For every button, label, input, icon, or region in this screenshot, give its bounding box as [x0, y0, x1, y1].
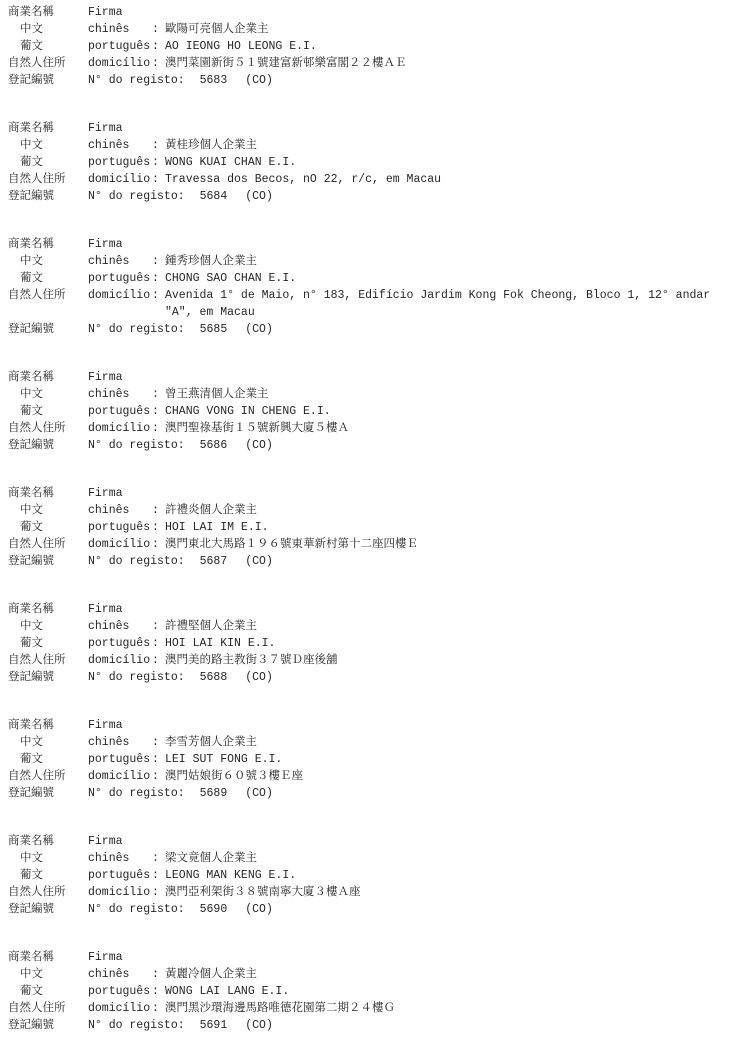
colon-separator: :: [152, 139, 159, 152]
registry-suffix-value: (CO): [245, 323, 273, 336]
firm-header-row: [8, 601, 732, 618]
domicile-row: [8, 1000, 732, 1017]
portuguese-label-pt: português: [88, 40, 151, 53]
registry-entries-list: [8, 4, 732, 1034]
chinese-name-value: 梁文竟個人企業主: [165, 852, 257, 865]
firm-header-row: [8, 949, 732, 966]
domicile-line: "A", em Macau: [165, 306, 255, 319]
registry-number-row: [8, 188, 732, 205]
firm-label-zh: 商業名稱: [8, 238, 54, 251]
domicile-label-zh: 自然人住所: [8, 57, 66, 70]
portuguese-name-value: CHANG VONG IN CHENG E.I.: [165, 405, 331, 418]
chinese-name-value: 黃麗冷個人企業主: [165, 968, 257, 981]
colon-separator: :: [152, 23, 159, 36]
colon-separator: :: [152, 620, 159, 633]
domicile-line: 澳門聖祿基街１５號新興大廈５樓Ａ: [165, 422, 349, 435]
portuguese-label-pt: português: [88, 156, 151, 169]
firm-label-pt: Firma: [88, 371, 123, 384]
colon-separator: :: [152, 255, 159, 268]
firm-header-row: [8, 236, 732, 253]
registry-label-zh: 登記編號: [8, 323, 54, 336]
portuguese-label-pt: português: [88, 521, 151, 534]
portuguese-name-value: CHONG SAO CHAN E.I.: [165, 272, 297, 285]
registry-label-pt: N° do registo:: [88, 671, 185, 684]
firm-header-row: [8, 4, 732, 21]
domicile-line: 澳門亞利架街３８號南寧大廈３樓Ａ座: [165, 886, 361, 899]
firm-label-pt: Firma: [88, 603, 123, 616]
registry-number-row: [8, 669, 732, 686]
colon-separator: :: [152, 852, 159, 865]
chinese-name-row: [8, 21, 732, 38]
chinese-label-pt: chinês: [88, 23, 130, 36]
portuguese-name-row: [8, 983, 732, 1000]
colon-separator: :: [152, 521, 159, 534]
portuguese-label-pt: português: [88, 985, 151, 998]
registry-number-row: [8, 785, 732, 802]
domicile-label-pt: domicílio: [88, 289, 151, 302]
portuguese-label-zh: 葡文: [20, 521, 43, 534]
domicile-label-zh: 自然人住所: [8, 173, 66, 186]
registry-number-row: [8, 321, 732, 338]
chinese-label-zh: 中文: [20, 23, 43, 36]
colon-separator: :: [152, 57, 159, 70]
chinese-label-pt: chinês: [88, 139, 130, 152]
chinese-name-value: 許禮炎個人企業主: [165, 504, 257, 517]
firm-header-row: [8, 485, 732, 502]
colon-separator: :: [152, 422, 159, 435]
firm-label-pt: Firma: [88, 951, 123, 964]
colon-separator: :: [152, 504, 159, 517]
chinese-label-pt: chinês: [88, 852, 130, 865]
chinese-name-value: 許禮堅個人企業主: [165, 620, 257, 633]
registry-entry: [8, 833, 732, 918]
registry-number-row: [8, 437, 732, 454]
domicile-label-zh: 自然人住所: [8, 654, 66, 667]
chinese-name-row: [8, 137, 732, 154]
firm-header-row: [8, 369, 732, 386]
registry-entry: [8, 485, 732, 570]
registry-label-zh: 登記編號: [8, 787, 54, 800]
registry-number-value: 5691: [199, 1019, 228, 1032]
domicile-label-pt: domicílio: [88, 538, 151, 551]
registry-label-pt: N° do registo:: [88, 190, 185, 203]
domicile-line: 澳門黑沙環海邊馬路唯德花園第二期２４樓Ｇ: [165, 1002, 395, 1015]
domicile-line: 澳門美的路主教街３７號Ｄ座後舖: [165, 654, 338, 667]
chinese-label-zh: 中文: [20, 255, 43, 268]
chinese-name-value: 歐陽可亮個人企業主: [165, 23, 269, 36]
registry-number-value: 5684: [199, 190, 228, 203]
registry-suffix-value: (CO): [245, 555, 273, 568]
chinese-label-zh: 中文: [20, 504, 43, 517]
registry-label-pt: N° do registo:: [88, 787, 185, 800]
chinese-label-pt: chinês: [88, 736, 130, 749]
firm-label-pt: Firma: [88, 719, 123, 732]
firm-header-row: [8, 717, 732, 734]
portuguese-name-value: WONG KUAI CHAN E.I.: [165, 156, 297, 169]
portuguese-label-zh: 葡文: [20, 753, 43, 766]
registry-number-row: [8, 72, 732, 89]
portuguese-label-zh: 葡文: [20, 637, 43, 650]
colon-separator: :: [152, 173, 159, 186]
colon-separator: :: [152, 405, 159, 418]
registry-label-zh: 登記編號: [8, 903, 54, 916]
domicile-row: [8, 420, 732, 437]
firm-label-zh: 商業名稱: [8, 122, 54, 135]
colon-separator: :: [152, 736, 159, 749]
portuguese-name-value: HOI LAI IM E.I.: [165, 521, 269, 534]
domicile-row: [8, 884, 732, 901]
portuguese-name-value: LEI SUT FONG E.I.: [165, 753, 283, 766]
firm-label-pt: Firma: [88, 238, 123, 251]
colon-separator: :: [152, 753, 159, 766]
chinese-label-pt: chinês: [88, 255, 130, 268]
colon-separator: :: [152, 289, 159, 302]
chinese-name-row: [8, 618, 732, 635]
portuguese-name-row: [8, 403, 732, 420]
domicile-row: [8, 536, 732, 553]
registry-entry: [8, 949, 732, 1034]
domicile-label-zh: 自然人住所: [8, 538, 66, 551]
colon-separator: :: [152, 637, 159, 650]
registry-label-pt: N° do registo:: [88, 1019, 185, 1032]
registry-suffix-value: (CO): [245, 439, 273, 452]
registry-label-zh: 登記編號: [8, 439, 54, 452]
registry-number-row: [8, 901, 732, 918]
registry-entry: [8, 717, 732, 802]
domicile-label-zh: 自然人住所: [8, 422, 66, 435]
registry-suffix-value: (CO): [245, 671, 273, 684]
firm-header-row: [8, 120, 732, 137]
colon-separator: :: [152, 388, 159, 401]
registry-number-value: 5687: [199, 555, 228, 568]
registry-label-pt: N° do registo:: [88, 439, 185, 452]
domicile-label-pt: domicílio: [88, 654, 151, 667]
domicile-line: 澳門東北大馬路１９６號東華新村第十二座四樓Ｅ: [165, 538, 418, 551]
firm-label-pt: Firma: [88, 487, 123, 500]
portuguese-name-row: [8, 519, 732, 536]
colon-separator: :: [152, 886, 159, 899]
domicile-label-pt: domicílio: [88, 422, 151, 435]
registry-number-value: 5688: [199, 671, 228, 684]
firm-label-pt: Firma: [88, 122, 123, 135]
portuguese-name-value: WONG LAI LANG E.I.: [165, 985, 290, 998]
registry-label-pt: N° do registo:: [88, 74, 185, 87]
domicile-value: [165, 652, 732, 669]
colon-separator: :: [152, 40, 159, 53]
chinese-label-pt: chinês: [88, 968, 130, 981]
colon-separator: :: [152, 985, 159, 998]
domicile-label-pt: domicílio: [88, 173, 151, 186]
domicile-label-zh: 自然人住所: [8, 289, 66, 302]
registry-label-pt: N° do registo:: [88, 323, 185, 336]
chinese-label-zh: 中文: [20, 968, 43, 981]
portuguese-name-row: [8, 154, 732, 171]
portuguese-label-pt: português: [88, 272, 151, 285]
registry-number-value: 5689: [199, 787, 228, 800]
domicile-label-pt: domicílio: [88, 1002, 151, 1015]
registry-number-value: 5683: [199, 74, 228, 87]
registry-number-value: 5685: [199, 323, 228, 336]
domicile-line: 澳門姑娘街６０號３樓Ｅ座: [165, 770, 303, 783]
firm-label-zh: 商業名稱: [8, 371, 54, 384]
chinese-name-row: [8, 502, 732, 519]
registry-number-value: 5686: [199, 439, 228, 452]
portuguese-name-value: HOI LAI KIN E.I.: [165, 637, 276, 650]
colon-separator: :: [152, 770, 159, 783]
firm-label-zh: 商業名稱: [8, 835, 54, 848]
portuguese-label-zh: 葡文: [20, 40, 43, 53]
portuguese-name-value: LEONG MAN KENG E.I.: [165, 869, 297, 882]
domicile-row: [8, 287, 732, 321]
portuguese-name-row: [8, 751, 732, 768]
registry-suffix-value: (CO): [245, 1019, 273, 1032]
portuguese-name-row: [8, 270, 732, 287]
portuguese-label-zh: 葡文: [20, 405, 43, 418]
registry-number-row: [8, 553, 732, 570]
portuguese-label-pt: português: [88, 405, 151, 418]
portuguese-label-zh: 葡文: [20, 272, 43, 285]
colon-separator: :: [152, 272, 159, 285]
domicile-value: [165, 768, 732, 785]
registry-suffix-value: (CO): [245, 787, 273, 800]
portuguese-label-pt: português: [88, 753, 151, 766]
registry-number-value: 5690: [199, 903, 228, 916]
registry-label-pt: N° do registo:: [88, 903, 185, 916]
chinese-name-value: 李雪芳個人企業主: [165, 736, 257, 749]
registry-entry: [8, 601, 732, 686]
colon-separator: :: [152, 968, 159, 981]
portuguese-name-row: [8, 867, 732, 884]
chinese-name-value: 曾王燕清個人企業主: [165, 388, 269, 401]
registry-label-zh: 登記編號: [8, 671, 54, 684]
portuguese-label-pt: português: [88, 637, 151, 650]
portuguese-name-value: AO IEONG HO LEONG E.I.: [165, 40, 317, 53]
domicile-line: Avenida 1° de Maio, n° 183, Edifício Jardim Kong Fok Cheong, Bloco 1, 12° andar: [165, 289, 711, 302]
domicile-value: [165, 171, 732, 188]
portuguese-name-row: [8, 635, 732, 652]
chinese-label-zh: 中文: [20, 139, 43, 152]
chinese-label-pt: chinês: [88, 620, 130, 633]
registry-suffix-value: (CO): [245, 903, 273, 916]
portuguese-label-zh: 葡文: [20, 869, 43, 882]
registry-label-zh: 登記編號: [8, 190, 54, 203]
chinese-label-zh: 中文: [20, 388, 43, 401]
chinese-label-pt: chinês: [88, 388, 130, 401]
registry-label-pt: N° do registo:: [88, 555, 185, 568]
chinese-name-row: [8, 253, 732, 270]
domicile-value: [165, 420, 732, 437]
domicile-row: [8, 171, 732, 188]
registry-entry: [8, 4, 732, 89]
portuguese-label-zh: 葡文: [20, 985, 43, 998]
colon-separator: :: [152, 156, 159, 169]
colon-separator: :: [152, 1002, 159, 1015]
portuguese-label-zh: 葡文: [20, 156, 43, 169]
chinese-name-row: [8, 850, 732, 867]
firm-label-pt: Firma: [88, 6, 123, 19]
domicile-value: [165, 287, 732, 321]
chinese-name-value: 黃桂珍個人企業主: [165, 139, 257, 152]
domicile-label-zh: 自然人住所: [8, 1002, 66, 1015]
colon-separator: :: [152, 654, 159, 667]
domicile-row: [8, 768, 732, 785]
domicile-row: [8, 55, 732, 72]
registry-label-zh: 登記編號: [8, 555, 54, 568]
chinese-name-row: [8, 734, 732, 751]
chinese-label-zh: 中文: [20, 620, 43, 633]
firm-header-row: [8, 833, 732, 850]
registry-entry: [8, 369, 732, 454]
domicile-value: [165, 55, 732, 72]
domicile-label-zh: 自然人住所: [8, 886, 66, 899]
chinese-label-zh: 中文: [20, 852, 43, 865]
domicile-line: Travessa dos Becos, nO 22, r/c, em Macau: [165, 173, 442, 186]
registry-entry: [8, 236, 732, 338]
portuguese-name-row: [8, 38, 732, 55]
chinese-name-value: 鍾秀珍個人企業主: [165, 255, 257, 268]
domicile-label-pt: domicílio: [88, 770, 151, 783]
registry-label-zh: 登記編號: [8, 74, 54, 87]
registry-entry: [8, 120, 732, 205]
registry-label-zh: 登記編號: [8, 1019, 54, 1032]
registry-suffix-value: (CO): [245, 74, 273, 87]
firm-label-zh: 商業名稱: [8, 719, 54, 732]
firm-label-pt: Firma: [88, 835, 123, 848]
domicile-label-pt: domicílio: [88, 886, 151, 899]
colon-separator: :: [152, 538, 159, 551]
domicile-value: [165, 1000, 732, 1017]
chinese-name-row: [8, 966, 732, 983]
domicile-row: [8, 652, 732, 669]
firm-label-zh: 商業名稱: [8, 951, 54, 964]
registry-number-row: [8, 1017, 732, 1034]
colon-separator: :: [152, 869, 159, 882]
chinese-label-pt: chinês: [88, 504, 130, 517]
chinese-name-row: [8, 386, 732, 403]
chinese-label-zh: 中文: [20, 736, 43, 749]
firm-label-zh: 商業名稱: [8, 603, 54, 616]
domicile-label-zh: 自然人住所: [8, 770, 66, 783]
firm-label-zh: 商業名稱: [8, 6, 54, 19]
portuguese-label-pt: português: [88, 869, 151, 882]
registry-suffix-value: (CO): [245, 190, 273, 203]
domicile-line: 澳門菜園新街５１號建富新邨樂富閣２２樓ＡＥ: [165, 57, 407, 70]
domicile-label-pt: domicílio: [88, 57, 151, 70]
domicile-value: [165, 884, 732, 901]
domicile-value: [165, 536, 732, 553]
firm-label-zh: 商業名稱: [8, 487, 54, 500]
